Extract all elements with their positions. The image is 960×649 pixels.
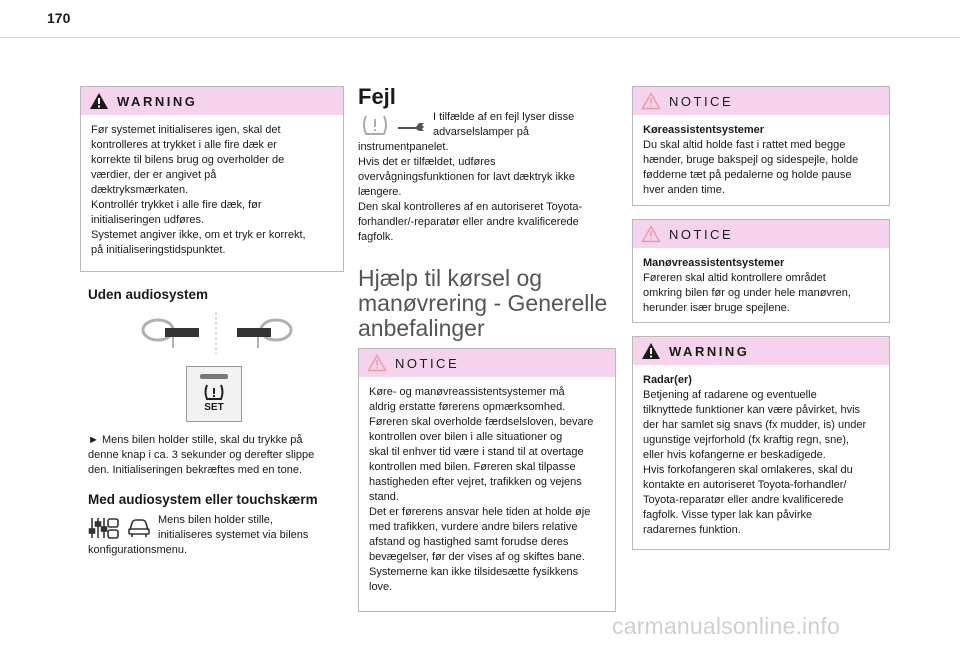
notice-box-right-1 <box>632 86 890 206</box>
warning-subtitle: Radar(er) <box>643 374 692 386</box>
text-line: længere. <box>358 186 402 198</box>
notice-body <box>633 248 889 324</box>
text-line: Systemerne kan ikke tilsidesætte fysikkens <box>369 566 579 578</box>
warning-box-right <box>632 336 890 550</box>
text-line: tilknyttede funktioner kan være påvirket, hvis <box>643 404 861 416</box>
text-line: Du skal altid holde fast i rattet med begge <box>643 139 846 151</box>
text-line: Før systemet initialiseres igen, skal det <box>91 124 281 136</box>
warning-body <box>633 365 889 546</box>
settings-menu-icon <box>88 514 120 542</box>
notice-body <box>359 377 615 603</box>
para-fejl-rest <box>358 140 618 245</box>
text-line: skal til enhver tid være i stand til at overtage <box>369 446 584 458</box>
tire-pressure-icon <box>203 383 225 401</box>
text-line: Mens bilen holder stille, <box>158 514 273 526</box>
text-line: eller hvis kofangerne er beskadigede. <box>643 449 826 461</box>
text-line: instrumentpanelet. <box>358 141 449 153</box>
notice-body <box>633 115 889 206</box>
text-line: på initialiseringstidspunktet. <box>91 244 226 256</box>
notice-title: NOTICE <box>395 355 460 371</box>
notice-subtitle: Manøvreassistentsystemer <box>643 257 785 269</box>
text-line: kontrollen over bilen i alle situationer og <box>369 431 563 443</box>
warning-box-left <box>80 86 344 272</box>
notice-icon <box>367 354 387 372</box>
para-audio-bottom <box>88 543 348 558</box>
page-number: 170 <box>47 10 71 26</box>
warning-body <box>81 115 343 266</box>
text-line: dæktryksmærkaten. <box>91 184 189 196</box>
text-line: hver anden time. <box>643 184 725 196</box>
notice-box-middle <box>358 348 616 612</box>
text-line: love. <box>369 581 393 593</box>
set-label: SET <box>204 402 224 413</box>
text-line: overvågningsfunktionen for lavt dæktryk ikke <box>358 171 576 183</box>
heading-line: Hjælp til kørsel og <box>358 265 543 291</box>
notice-header <box>359 349 615 377</box>
text-line: kontakte en autoriseret Toyota-forhandler/ <box>643 479 847 491</box>
text-line: fagfolk. Visse typer lak kan påvirke <box>643 509 813 521</box>
warning-icon <box>89 92 109 110</box>
text-line: bevægelser, før der vises af og skiftes bane. <box>369 551 585 563</box>
notice-icon <box>641 92 661 110</box>
warning-title: WARNING <box>669 343 750 359</box>
text-line: omkring bilen før og under hele manøvren, <box>643 287 851 299</box>
heading-line: manøvrering - Generelle <box>358 290 608 316</box>
warning-header <box>633 337 889 365</box>
text-line: initialiseringen udføres. <box>91 214 205 226</box>
notice-title: NOTICE <box>669 226 734 242</box>
wrench-icon <box>396 117 426 133</box>
text-line: værdier, der er angivet på <box>91 169 217 181</box>
text-line: fødderne tæt på pedalerne og holde pause <box>643 169 852 181</box>
para-audio-top <box>158 513 348 543</box>
text-line: Det er førerens ansvar hele tiden at holde øje <box>369 506 591 518</box>
heading-fejl: Fejl <box>358 84 396 109</box>
text-line: Hvis forkofangeren skal omlakeres, skal du <box>643 464 853 476</box>
text-line: ugunstige vejrforhold (fx kraftig regn, sne), <box>643 434 850 446</box>
text-line: forhandler/-reparatør eller andre kvalificerede <box>358 216 579 228</box>
warning-title: WARNING <box>117 93 198 109</box>
text-line: Føreren skal altid kontrollere området <box>643 272 826 284</box>
text-line: Køre- og manøvreassistentsystemer må <box>369 386 565 398</box>
text-line: ► Mens bilen holder stille, skal du trykke på <box>88 434 303 446</box>
text-line: radarernes funktion. <box>643 524 741 536</box>
notice-subtitle: Køreassistentsystemer <box>643 124 765 136</box>
heading-help <box>358 266 618 341</box>
warning-header <box>81 87 343 115</box>
text-line: fagfolk. <box>358 231 394 243</box>
text-line: Betjening af radarene og eventuelle <box>643 389 817 401</box>
text-line: Toyota-reparatør eller andre kvalificerede <box>643 494 844 506</box>
text-line: Den skal kontrolleres af en autoriseret Toyota- <box>358 201 583 213</box>
text-line: der har samlet sig snavs (fx mudder, is) under <box>643 419 867 431</box>
button-bar <box>200 374 228 379</box>
text-line: korrekte til bilens brug og overholder de <box>91 154 285 166</box>
notice-header <box>633 220 889 248</box>
notice-header <box>633 87 889 115</box>
text-line: kontrollen med bilen. Føreren skal tilpasse <box>369 461 576 473</box>
warning-icon <box>641 342 661 360</box>
set-button[interactable] <box>186 366 242 422</box>
watermark: carmanualsonline.info <box>612 613 840 639</box>
steering-wheel-illustration <box>138 310 298 356</box>
text-line: konfigurationsmenu. <box>88 544 188 556</box>
text-line: herunder især bruge spejlene. <box>643 302 790 314</box>
notice-title: NOTICE <box>669 93 734 109</box>
text-line: advarselslamper på <box>433 126 529 138</box>
para-no-audio <box>88 433 348 478</box>
text-line: aldrig erstatte førerens opmærksomhed. <box>369 401 566 413</box>
notice-box-right-2 <box>632 219 890 323</box>
text-line: Hvis det er tilfældet, udføres <box>358 156 496 168</box>
text-line: Kontrollér trykket i alle fire dæk, før <box>91 199 262 211</box>
heading-audio: Med audiosystem eller touchskærm <box>88 492 318 507</box>
tire-warning-lamp-icon <box>360 113 390 137</box>
text-line: afstand og hastighed samt forudse deres <box>369 536 569 548</box>
text-line: denne knap i ca. 3 sekunder og derefter slippe <box>88 449 315 461</box>
text-line: kontrolleres at trykket i alle fire dæk er <box>91 139 277 151</box>
text-line: hastigheden efter vejret, trafikken og vejens <box>369 476 582 488</box>
text-line: den. Initialiseringen bekræftes med en tone. <box>88 464 303 476</box>
car-icon <box>127 516 151 538</box>
heading-line: anbefalinger <box>358 315 485 341</box>
text-line: Systemet angiver ikke, om et tryk er korrekt, <box>91 229 306 241</box>
text-line: Føreren skal overholde færdselsloven, bevare <box>369 416 594 428</box>
text-line: stand. <box>369 491 399 503</box>
notice-icon <box>641 225 661 243</box>
para-fejl-top <box>433 110 613 140</box>
text-line: hænder, bruge bakspejl og sidespejle, holde <box>643 154 859 166</box>
top-divider <box>0 37 960 38</box>
text-line: med trafikken, vurdere andre bilers relative <box>369 521 578 533</box>
text-line: initialiseres systemet via bilens <box>158 529 309 541</box>
heading-no-audio: Uden audiosystem <box>88 287 209 302</box>
text-line: I tilfælde af en fejl lyser disse <box>433 111 575 123</box>
